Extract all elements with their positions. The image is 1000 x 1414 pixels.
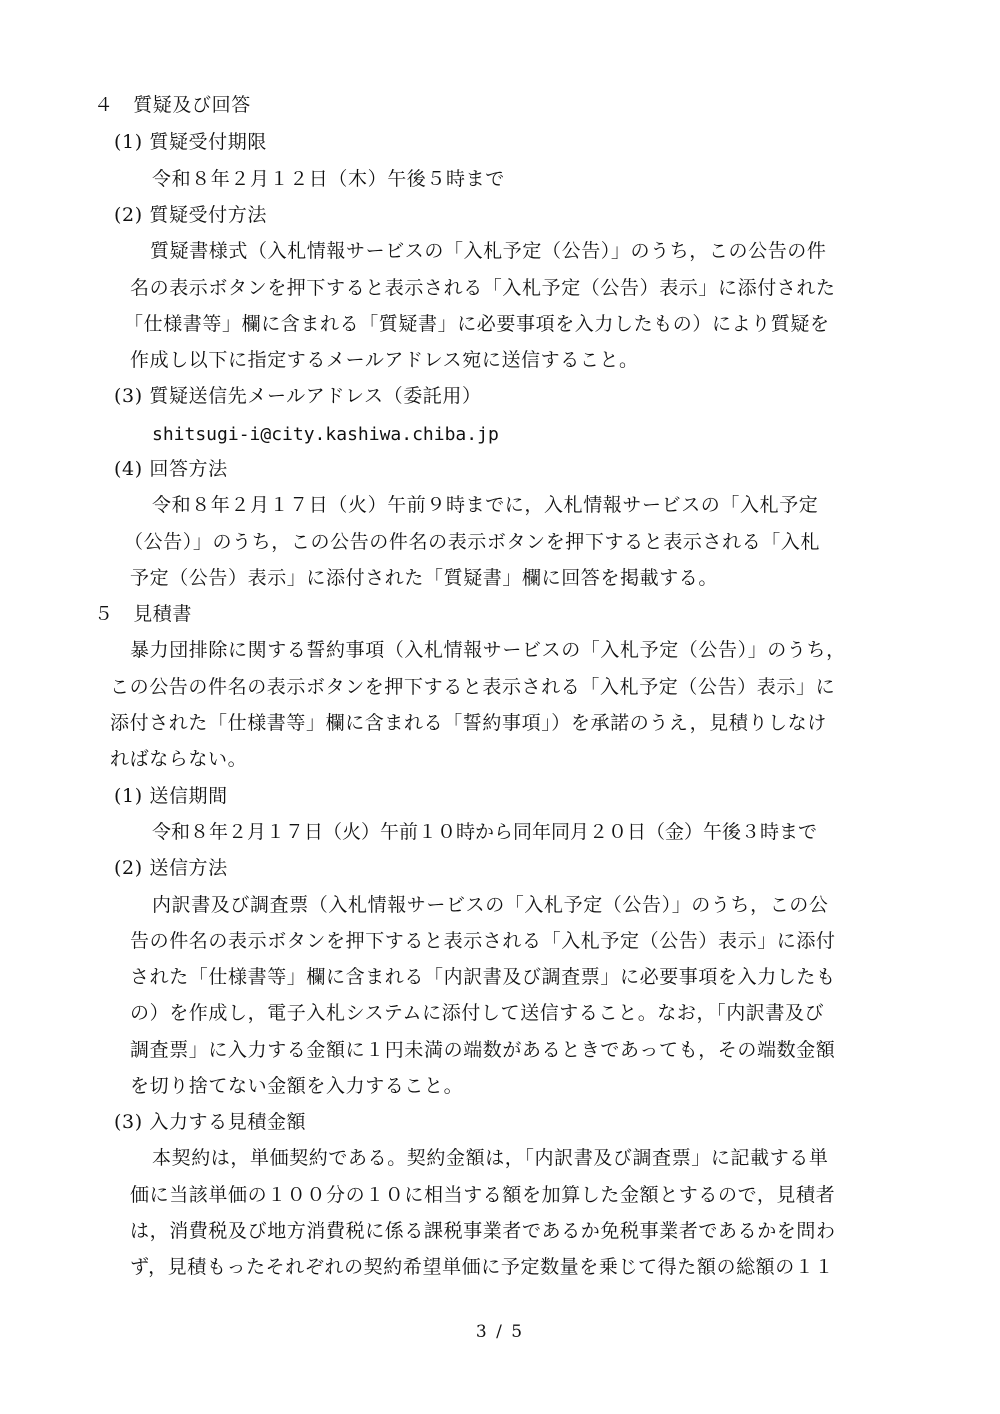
section-5-2-line: を切り捨てない金額を入力すること。 [130, 1075, 464, 1097]
section-5-1-heading: (1) 送信期間 [114, 785, 228, 807]
section-5-1-body: 令和８年２月１７日（火）午前１０時から同年同月２０日（金）午後３時まで [152, 821, 818, 843]
section-5-3-line: 価に当該単価の１００分の１０に相当する額を加算した金額とするので，見積者 [130, 1184, 836, 1206]
section-4-2-line: 作成し以下に指定するメールアドレス宛に送信すること。 [130, 349, 639, 371]
section-4-2-line: 「仕様書等」欄に含まれる「質疑書」に必要事項を入力したもの）により質疑を [124, 313, 830, 335]
section-4-2-line: 名の表示ボタンを押下すると表示される「入札予定（公告）表示」に添付された [130, 277, 836, 299]
section-4-1-heading: (1) 質疑受付期限 [114, 131, 267, 153]
section-4-2-line: 質疑書様式（入札情報サービスの「入札予定（公告）」のうち，この公告の件 [150, 240, 827, 262]
section-5-2-line: 告の件名の表示ボタンを押下すると表示される「入札予定（公告）表示」に添付 [130, 930, 836, 952]
section-4-3-heading: (3) 質疑送信先メールアドレス（委託用） [114, 385, 482, 407]
section-4-1-body: 令和８年２月１２日（木）午後５時まで [152, 168, 505, 190]
section-4-4-heading: (4) 回答方法 [114, 458, 228, 480]
section-5-intro-line: 暴力団排除に関する誓約事項（入札情報サービスの「入札予定（公告）」のうち， [130, 639, 846, 661]
section-5-3-line: は，消費税及び地方消費税に係る課税事業者であるか免税事業者であるかを問わ [130, 1220, 836, 1242]
section-5-2-line: 内訳書及び調査票（入札情報サービスの「入札予定（公告）」のうち，この公 [152, 894, 829, 916]
section-5-intro-line: この公告の件名の表示ボタンを押下すると表示される「入札予定（公告）表示」に [110, 676, 836, 698]
section-5-3-line: 本契約は，単価契約である。契約金額は，「内訳書及び調査票」に記載する単 [152, 1147, 829, 1169]
section-4-4-line: 予定（公告）表示」に添付された「質疑書」欄に回答を掲載する。 [130, 567, 719, 589]
section-5-intro-line: 添付された「仕様書等」欄に含まれる「誓約事項」）を承諾のうえ，見積りしなけ [110, 712, 827, 734]
section-5-2-line: された「仕様書等」欄に含まれる「内訳書及び調査票」に必要事項を入力したも [130, 966, 836, 988]
section-5-3-line: ず，見積もったそれぞれの契約希望単価に予定数量を乗じて得た額の総額の１１ [130, 1256, 835, 1278]
section-5-intro-line: ればならない。 [110, 748, 248, 770]
email-address[interactable]: shitsugi-i@city.kashiwa.chiba.jp [152, 424, 499, 445]
section-4-2-heading: (2) 質疑受付方法 [114, 204, 267, 226]
page-number: 3 / 5 [475, 1322, 525, 1342]
section-5-2-heading: (2) 送信方法 [114, 857, 228, 879]
section-4-4-line: 令和８年２月１７日（火）午前９時までに，入札情報サービスの「入札予定 [152, 494, 819, 516]
section-5-2-line: の）を作成し，電子入札システムに添付して送信すること。なお，「内訳書及び [130, 1002, 825, 1024]
section-5-2-line: 調査票」に入力する金額に１円未満の端数があるときであっても，その端数金額 [130, 1039, 836, 1061]
section-5-3-heading: (3) 入力する見積金額 [114, 1111, 307, 1133]
section-4-heading: ４ 質疑及び回答 [94, 94, 251, 116]
section-5-heading: ５ 見積書 [94, 603, 193, 625]
section-4-4-line: （公告）」のうち，この公告の件名の表示ボタンを押下すると表示される「入札 [124, 531, 821, 553]
